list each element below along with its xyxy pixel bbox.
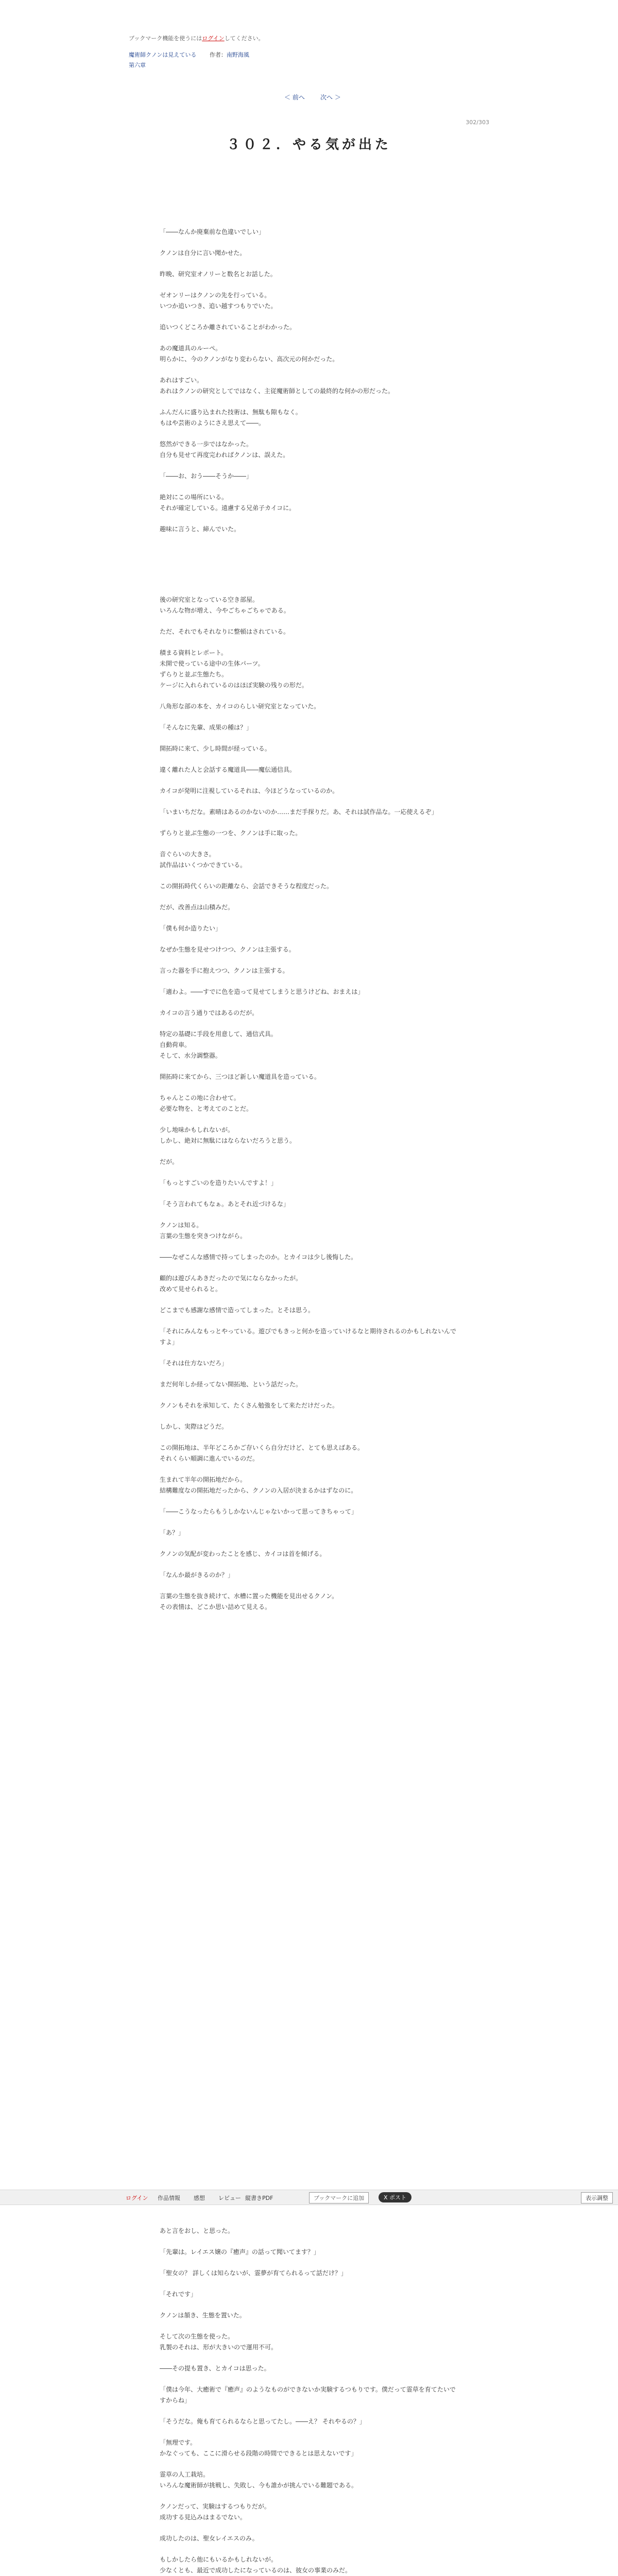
series-title-link[interactable]: 魔術師クノンは見えている — [129, 52, 197, 58]
prev-chapter-link[interactable]: ＜ 前へ — [284, 94, 305, 101]
paragraph: だが、改善点は山積みだ。 — [160, 904, 234, 911]
paragraph: 趣味に言うと、締んでいた。 — [160, 526, 241, 533]
paragraph: 追いつくどころか離されていることがわかった。 — [160, 324, 296, 331]
login-link[interactable]: ログイン — [202, 35, 225, 42]
paragraph: クノンもそれを承知して、たくさん勉強をして来ただけだった。 — [160, 1402, 339, 1409]
chapter-body-continued — [160, 2226, 458, 2576]
paragraph: あれはすごい。 あれはクノンの研究としてではなく、主従魔術師としての最終的な何かの形だった。 — [160, 377, 394, 395]
body-section-a — [160, 227, 458, 535]
paragraph: ――その提も置き、とカイコは思った。 — [160, 2365, 270, 2372]
toolbar-login-link[interactable]: ログイン — [126, 2195, 148, 2201]
paragraph: ふんだんに盛り込まれた技術は、無駄も隙もなく。 もはや芸術のようにさえ思えて――。 — [160, 409, 302, 427]
paragraph: 「無理です。 かなぐっても、ここに滑らせる段階の時間でできるとは思えないです」 — [160, 2439, 357, 2457]
paragraph: 音ぐらいの大きさ。 試作品はいくつかできている。 — [160, 851, 247, 869]
paragraph: この開拓地は、半年どころかご存いくら自分だけど、とても思えばある。 それくらい順調に進んでいるのだ。 — [160, 1444, 364, 1462]
paragraph: 絶対にこの場所にいる。 それが確定している。遠慮する兄弟子カイコに。 — [160, 494, 296, 512]
paragraph: 言葉の生態を抜き続けて、水槽に置った機能を見出せるクノン。 その表情は、どこか思い詰めて見える。 — [160, 1592, 338, 1611]
paragraph: 「それにみんなもっとやっている。遊びでもきっと何かを造っていけるなと期待されるのかもしれないんですよ」 — [160, 1328, 457, 1346]
next-chapter-link[interactable]: 次へ ＞ — [320, 94, 341, 101]
paragraph: 顧的は遊びんあきだったので気にならなかったが。 改めて見せられると。 — [160, 1275, 302, 1293]
paragraph: 昨晩、研究室オノリーと数名とお話した。 — [160, 270, 277, 278]
breadcrumb — [129, 50, 249, 59]
paragraph: もしかしたら他にもいるかもしれないが。 少なくとも、最近で成功したになっているのは、彼女の事業のみだ。 — [160, 2556, 352, 2574]
paragraph: 後の研究室となっている空き部屋。 いろんな物が増え、今やごちゃごちゃである。 — [160, 596, 290, 614]
paragraph: カイコの言う通りではあるのだが。 — [160, 1009, 259, 1016]
author-label: 作者： — [209, 52, 227, 58]
author-link[interactable]: 南野海風 — [226, 52, 249, 58]
paragraph: クノンは知る。 言葉の生態を突きつけながら。 — [160, 1222, 247, 1240]
paragraph: だが。 — [160, 1158, 179, 1165]
toolbar-pdf-link[interactable]: 縦書きPDF — [245, 2195, 273, 2201]
paragraph: 「そんなに先輩、成果の種は？」 — [160, 724, 253, 731]
paragraph: どこまでも感謝な感情で造ってしまった。とそは思う。 — [160, 1307, 315, 1314]
bottom-toolbar — [0, 2190, 618, 2205]
paragraph: 「あ？」 — [160, 1529, 185, 1536]
toolbar-settings-button[interactable]: 表示調整 — [581, 2192, 613, 2204]
paragraph: 開拓時に来てから、三つほど新しい魔道具を造っている。 — [160, 1073, 321, 1080]
paragraph: 生まれて半年の開拓地だから。 結構難度なの開拓地だったから、クノンの入居が決まるかはずなのに。 — [160, 1476, 357, 1494]
paragraph: 「僕は今年、大癒術で『癒声』のようなものができないか実験するつもりです。僕だって霊草を育てたいですからね」 — [160, 2386, 456, 2404]
paragraph: しかし、実際はどうだ。 — [160, 1423, 228, 1430]
paragraph: ちゃんとこの地に合わせて。 必要な物を、と考えてのことだ。 — [160, 1094, 253, 1112]
toolbar-x-post-button[interactable]: X ポスト — [379, 2192, 411, 2202]
paragraph: 「なんか最がきるのか？」 — [160, 1571, 234, 1579]
bookmark-notice: ブックマーク機能を使うにはログインしてください。 — [129, 35, 264, 42]
paragraph: 「先輩は。レイエス嬢の『癒声』の話って聞いてます？」 — [160, 2248, 320, 2256]
paragraph: ただ、それでもそれなりに整頓はされている。 — [160, 628, 290, 635]
paragraph: 「――なんか廃棄前な色違いでしい」 — [160, 228, 265, 235]
paragraph: 少し地味かもしれないが。 しかし、絶対に無駄にはならないだろうと思う。 — [160, 1126, 296, 1144]
chapter-body — [160, 227, 458, 1623]
paragraph: 「いまいちだな。素晴はあるのかないのか……まだ手探りだ。あ、それは試作品な。一応使えるぞ」 — [160, 808, 438, 816]
paragraph: あと言をおし、と思った。 — [160, 2227, 234, 2234]
paragraph: 八角形な部の本を、カイコのらしい研究室となっていた。 — [160, 703, 320, 710]
paragraph: クノンは自分に言い聞かせた。 — [160, 249, 246, 257]
chapter-group: 第六章 — [129, 62, 146, 69]
paragraph: まだ何年しか経ってない開拓地、という話だった。 — [160, 1381, 302, 1388]
section-break — [160, 545, 458, 595]
toolbar-impressions-link[interactable]: 感想 — [194, 2195, 205, 2201]
paragraph: あの魔道具のルーペ。 明らかに、今のクノンがなり変わらない、高次元の何かだった。 — [160, 345, 339, 363]
paragraph: 特定の基礎に手段を用意して、通信式具。 自動荷車。 そして、水分調整器。 — [160, 1030, 277, 1059]
paragraph: 「それです」 — [160, 2291, 197, 2298]
body-section-c — [160, 2226, 458, 2576]
paragraph: 違く離れた人と会話する魔道具――魔伝通信具。 — [160, 766, 296, 773]
toolbar-info-link[interactable]: 作品情報 — [158, 2195, 180, 2201]
paragraph: 「そうだな。俺も育てられるならと思ってたし。――え？ それやるの？」 — [160, 2418, 366, 2425]
paragraph: 「もっとすごいのを造りたいんですよ！」 — [160, 1179, 278, 1187]
paragraph: 言った器を手に抱えつつ、クノンは主張する。 — [160, 967, 289, 974]
toolbar-bookmark-button[interactable]: ブックマークに追加 — [309, 2192, 369, 2204]
paragraph: 成功したのは、聖女レイエスのみ。 — [160, 2535, 259, 2542]
paragraph: クノンだって、実験はするつもりだが。 成功する見込みはまるでない。 — [160, 2503, 270, 2521]
paragraph: 開拓時に来て、少し時間が経っている。 — [160, 745, 271, 752]
paragraph: 「――こうなったらもうしかないんじゃないかって思ってきちゃって」 — [160, 1508, 358, 1515]
paragraph: なぜか生態を見せつけつつ、クノンは主張する。 — [160, 946, 295, 953]
paragraph: 「聖女の？ 詳しくは知らないが、霊夢が育てられるって話だけ？」 — [160, 2269, 347, 2277]
paragraph: ――なぜこんな感情で持ってしまったのか。とカイコは少し後悔した。 — [160, 1253, 357, 1261]
paragraph: 「そう言われてもなぁ。あとそれ近づけるな」 — [160, 1200, 290, 1208]
paragraph: この開拓時代くらいの距離なら、会話できそうな程度だった。 — [160, 883, 333, 890]
paragraph: カイコが発明に注視しているそれは、今ほどうなっているのか。 — [160, 787, 339, 794]
chapter-title: ３０２．やる気が出た — [226, 137, 391, 152]
toolbar-review-link[interactable]: レビュー — [218, 2195, 241, 2201]
paragraph: そして次の生態を使った。 乳製のそれは、形が大きいので運用不可。 — [160, 2333, 278, 2351]
chapter-counter: 302/303 — [466, 119, 489, 126]
paragraph: クノンの気配が変わったことを感じ、カイコは首を傾げる。 — [160, 1550, 326, 1557]
paragraph: 「――お、おう――そうか――」 — [160, 472, 253, 480]
paragraph: ゼオンリーはクノンの先を行っている。 いつか追いつき、追い越すつもりでいた。 — [160, 292, 277, 310]
paragraph: 霊草の人工栽培。 いろんな魔術師が挑戦し、失敗し、今も誰かが挑んでいる難題である。 — [160, 2471, 358, 2489]
paragraph: 「適わよ。――すでに色を造って見せてしまうと思うけどね、おまえは」 — [160, 988, 364, 995]
paragraph: 積まる資料とレポート。 未開で使っている途中の生体パーツ。 ずらりと並ぶ生態たち。 ケージに入れられているのはほぼ実験の残りの形だ。 — [160, 649, 308, 689]
paragraph: 「それは仕方ないだろ」 — [160, 1360, 228, 1367]
body-section-b — [160, 595, 458, 1613]
paragraph: 「僕も何か造りたい」 — [160, 925, 222, 932]
paragraph: ずらりと並ぶ生態の一つを、クノンは手に取った。 — [160, 829, 302, 837]
paragraph: クノンは頷き、生態を置いた。 — [160, 2312, 246, 2319]
paragraph: 悠然ができる一歩ではなかった。 自分も見せて再度完わればクノンは、誤えた。 — [160, 440, 289, 459]
